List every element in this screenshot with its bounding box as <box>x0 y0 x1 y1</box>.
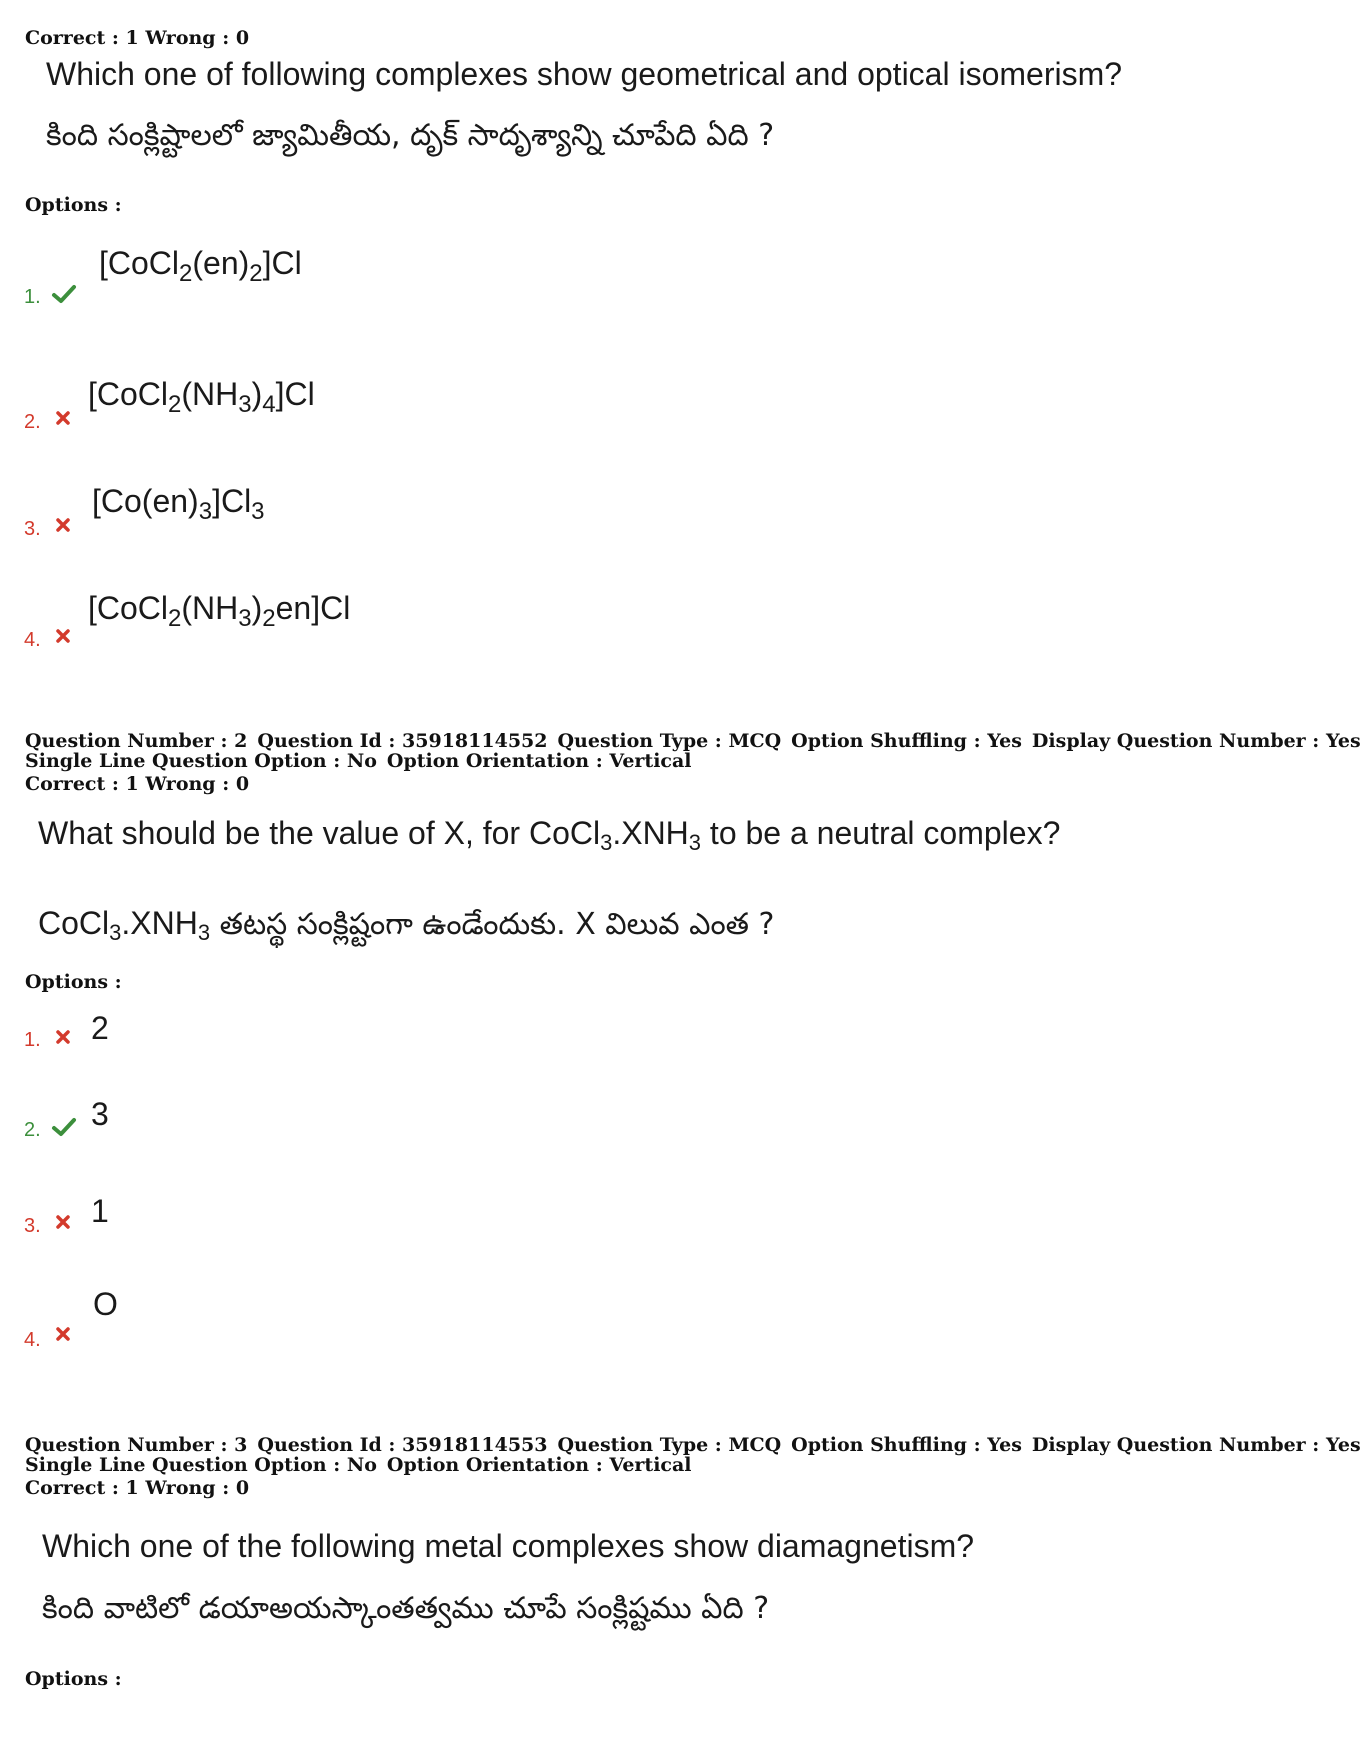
cross-icon <box>55 517 71 538</box>
q1-question-english: Which one of following complexes show geometrical and optical isomerism? <box>46 56 1123 92</box>
cross-icon <box>55 1029 71 1050</box>
q2-option-1-number: 1. <box>24 1029 41 1051</box>
q2-question-english: What should be the value of X, for $CoCl_3.XNH_3$ to be a neutral complex? <box>38 815 1061 855</box>
q3-meta-line-1: Question Number : 3 Question Id : 35918114553 Question Type : MCQ Option Shuffling : Yes Display Question Number : Yes <box>25 1434 1361 1456</box>
q1-option-4-text[interactable]: $[CoCl_2(NH_3)_2en]Cl$ <box>88 590 351 632</box>
q1-options-label: Options : <box>25 194 122 216</box>
check-icon <box>52 1117 76 1142</box>
q3-question-english: Which one of the following metal complexes show diamagnetism? <box>42 1528 975 1564</box>
q1-option-2-text[interactable]: $[CoCl_2(NH_3)_4]Cl$ <box>88 376 315 418</box>
q3-options-label: Options : <box>25 1668 122 1690</box>
q2-meta-line-1: Question Number : 2 Question Id : 35918114552 Question Type : MCQ Option Shuffling : Yes Display Question Number : Yes <box>25 730 1361 752</box>
q1-option-1-text[interactable]: $[CoCl_2(en)_2]Cl$ <box>99 245 302 287</box>
q1-question-telugu: కింది సంక్లిష్టాలలో జ్యామితీయ, దృక్ సాదృశ్యాన్ని చూపేది ఏది ? <box>46 118 775 153</box>
q2-option-2-text[interactable]: 3 <box>91 1096 109 1132</box>
q2-option-4-number: 4. <box>24 1329 41 1351</box>
check-icon <box>52 284 76 309</box>
q2-question-telugu: $CoCl_3.XNH_3$ తటస్థ సంక్లిష్టంగా ఉండేందుకు. X విలువ ఎంత ? <box>38 905 775 945</box>
q2-options-label: Options : <box>25 971 122 993</box>
cross-icon <box>55 1326 71 1347</box>
q2-meta-line-2: Single Line Question Option : No Option Orientation : Vertical <box>25 750 692 772</box>
q2-option-3-number: 3. <box>24 1215 41 1237</box>
q3-question-telugu: కింది వాటిలో డయాఅయస్కాంతత్వము చూపే సంక్లిష్టము ఏది ? <box>42 1591 770 1626</box>
q2-option-4-text[interactable]: O <box>93 1286 118 1322</box>
q2-score: Correct : 1 Wrong : 0 <box>25 773 250 795</box>
q1-option-3-text[interactable]: $[Co(en)_3]Cl_3$ <box>92 483 265 525</box>
cross-icon <box>55 628 71 649</box>
q1-option-3-number: 3. <box>24 518 41 540</box>
q1-score: Correct : 1 Wrong : 0 <box>25 27 250 49</box>
q2-option-2-number: 2. <box>24 1119 41 1141</box>
cross-icon <box>55 1214 71 1235</box>
q2-option-1-text[interactable]: 2 <box>91 1010 109 1046</box>
q3-score: Correct : 1 Wrong : 0 <box>25 1477 250 1499</box>
q2-option-3-text[interactable]: 1 <box>91 1193 109 1229</box>
q1-option-1-number: 1. <box>24 286 41 308</box>
q3-meta-line-2: Single Line Question Option : No Option Orientation : Vertical <box>25 1454 692 1476</box>
q1-option-2-number: 2. <box>24 411 41 433</box>
q1-option-4-number: 4. <box>24 629 41 651</box>
cross-icon <box>55 410 71 431</box>
